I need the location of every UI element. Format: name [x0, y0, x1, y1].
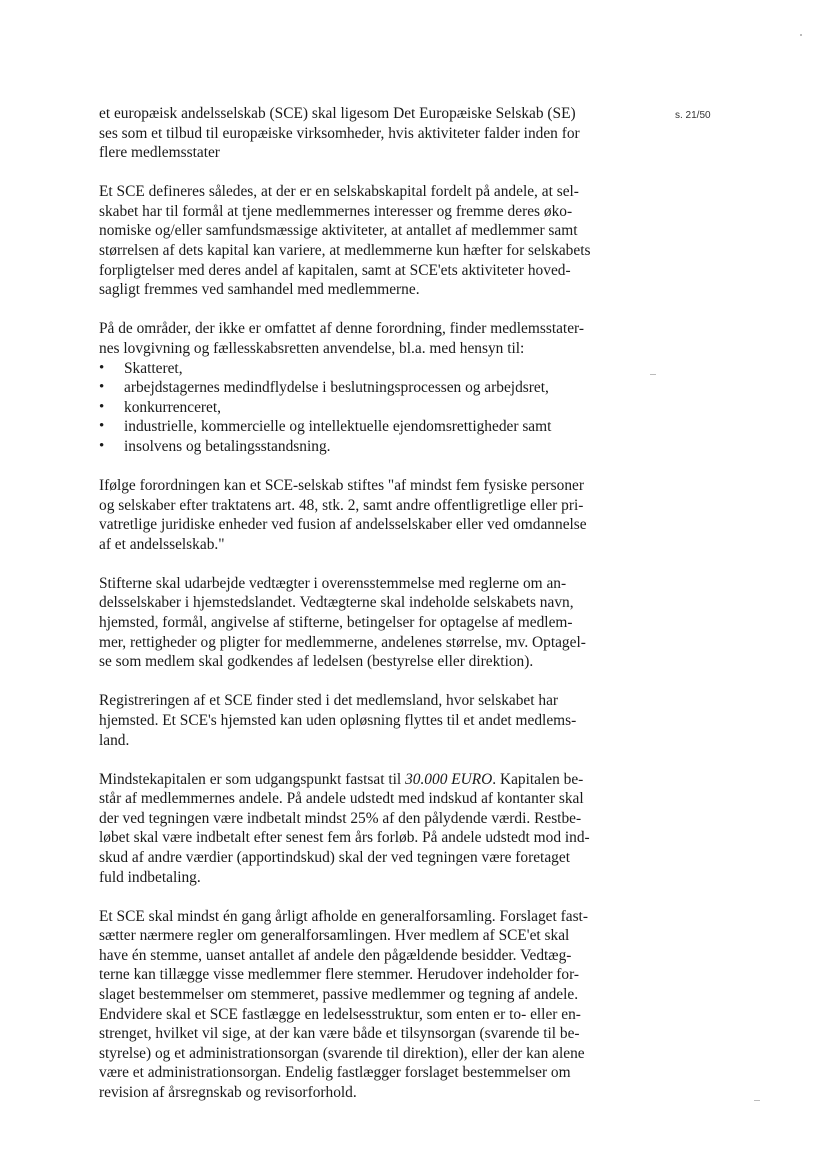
text-line: sagligt fremmes ved samhandel med medlemmerne. — [99, 281, 420, 299]
text-line: forpligtelser med deres andel af kapitalen, samt at SCE'ets aktiviteter hoved- — [99, 261, 571, 279]
bullet-list — [99, 359, 634, 457]
text-line: et europæisk andelsselskab (SCE) skal ligesom Det Europæiske Selskab (SE) — [99, 105, 576, 122]
text-line: mer, rettigheder og pligter for medlemmerne, andelenes størrelse, mv. Optagel- — [99, 633, 586, 651]
scan-speck — [754, 1100, 760, 1101]
text-line: styrelse) og et administrationsorgan (svarende til direktion), eller der kan alene — [99, 1044, 585, 1062]
text-line: Endvidere skal et SCE fastlægge en ledelsesstruktur, som enten er to- eller en- — [99, 1005, 581, 1023]
list-item: • insolvens og betalingsstandsning. — [99, 437, 634, 457]
text-line: land. — [99, 731, 130, 749]
text-line: Stifterne skal udarbejde vedtægter i overensstemmelse med reglerne om an- — [99, 574, 567, 592]
text-line: Et SCE defineres således, at der er en selskabskapital fordelt på andele, at sel- — [99, 183, 579, 201]
scan-speck — [800, 34, 802, 36]
capital-amount: 30.000 EURO — [405, 770, 493, 788]
text-line: løbet skal være indbetalt efter senest fem års forløb. På andele udstedt mod ind- — [99, 829, 590, 847]
text-line: og selskaber efter traktatens art. 48, stk. 2, samt andre offentligretlige eller pri- — [99, 496, 584, 514]
text-line: Registreringen af et SCE finder sted i det medlemsland, hvor selskabet har — [99, 692, 559, 710]
paragraph-areas — [99, 319, 634, 358]
text-line: størrelsen af dets kapital kan variere, at medlemmerne kun hæfter for selskabets — [99, 242, 591, 260]
scan-speck — [650, 374, 656, 375]
text-line: sætter nærmere regler om generalforsamlingen. Hver medlem af SCE'et skal — [99, 927, 570, 945]
capital-text-after: . Kapitalen be- — [492, 770, 584, 788]
text-line: nes lovgivning og fællesskabsretten anvendelse, bl.a. med hensyn til: — [99, 339, 525, 357]
paragraph-intro — [99, 104, 634, 163]
text-line: skabet har til formål at tjene medlemmernes interesser og fremme deres øko- — [99, 202, 573, 220]
text-line: have én stemme, uanset antallet af andele den pågældende besidder. Vedtæg- — [99, 946, 572, 964]
text-line: fuld indbetaling. — [99, 868, 201, 886]
text-line — [99, 770, 634, 790]
text-line: hjemsted. Et SCE's hjemsted kan uden opløsning flyttes til et andet medlems- — [99, 711, 577, 729]
paragraph-general-meeting — [99, 907, 634, 1103]
list-item: • industrielle, kommercielle og intellektuelle ejendomsrettigheder samt — [99, 417, 634, 437]
text-line: flere medlemsstater — [99, 144, 220, 162]
text-line: vatretlige juridiske enheder ved fusion af andelsselskaber eller ved omdannelse — [99, 516, 587, 534]
text-line: terne kan tillægge visse medlemmer flere stemmer. Herudover indeholder for- — [99, 966, 580, 984]
text-line: Et SCE skal mindst én gang årligt afholde en generalforsamling. Forslaget fast- — [99, 907, 588, 925]
text-line: hjemsted, formål, angivelse af stifterne, betingelser for optagelse af medlem- — [99, 614, 573, 632]
paragraph-capital — [99, 770, 634, 888]
list-item: • arbejdstagernes medindflydelse i beslutningsprocessen og arbejdsret, — [99, 378, 634, 398]
list-item: • Skatteret, — [99, 359, 634, 379]
text-line: Ifølge forordningen kan et SCE-selskab stiftes "af mindst fem fysiske personer — [99, 477, 584, 494]
paragraph-statutes — [99, 574, 634, 672]
text-line: revision af årsregnskab og revisorforhold. — [99, 1084, 357, 1102]
text-line: se som medlem skal godkendes af ledelsen (bestyrelse eller direktion). — [99, 653, 534, 671]
paragraph-founding — [99, 476, 634, 554]
text-line: der ved tegningen være indbetalt mindst 25% af den pålydende værdi. Restbe- — [99, 809, 582, 827]
capital-text-before: Mindstekapitalen er som udgangspunkt fastsat til — [99, 770, 406, 788]
text-line: nomiske og/eller samfundsmæssige aktiviteter, at antallet af medlemmer samt — [99, 222, 578, 240]
text-line: strenget, hvilket vil sige, at der kan være både et tilsynsorgan (svarende til be- — [99, 1025, 580, 1043]
paragraph-registration — [99, 691, 634, 750]
paragraph-definition — [99, 182, 634, 300]
text-line: af et andelsselskab." — [99, 535, 225, 553]
text-line: skud af andre værdier (apportindskud) skal der ved tegningen være foretaget — [99, 849, 570, 866]
text-line: slaget bestemmelser om stemmeret, passive medlemmer og tegning af andele. — [99, 986, 579, 1004]
page-number: s. 21/50 — [675, 110, 711, 121]
text-line: være et administrationsorgan. Endelig fastlægger forslaget bestemmelser om — [99, 1064, 571, 1082]
text-line: ses som et tilbud til europæiske virksomheder, hvis aktiviteter falder inden for — [99, 124, 580, 142]
list-item: • konkurrenceret, — [99, 398, 634, 418]
text-line: står af medlemmernes andele. På andele udstedt med indskud af kontanter skal — [99, 790, 584, 808]
document-body — [99, 104, 634, 1122]
text-line: delsselskaber i hjemstedslandet. Vedtægterne skal indeholde selskabets navn, — [99, 594, 574, 612]
text-line: På de områder, der ikke er omfattet af denne forordning, finder medlemsstater- — [99, 320, 584, 338]
